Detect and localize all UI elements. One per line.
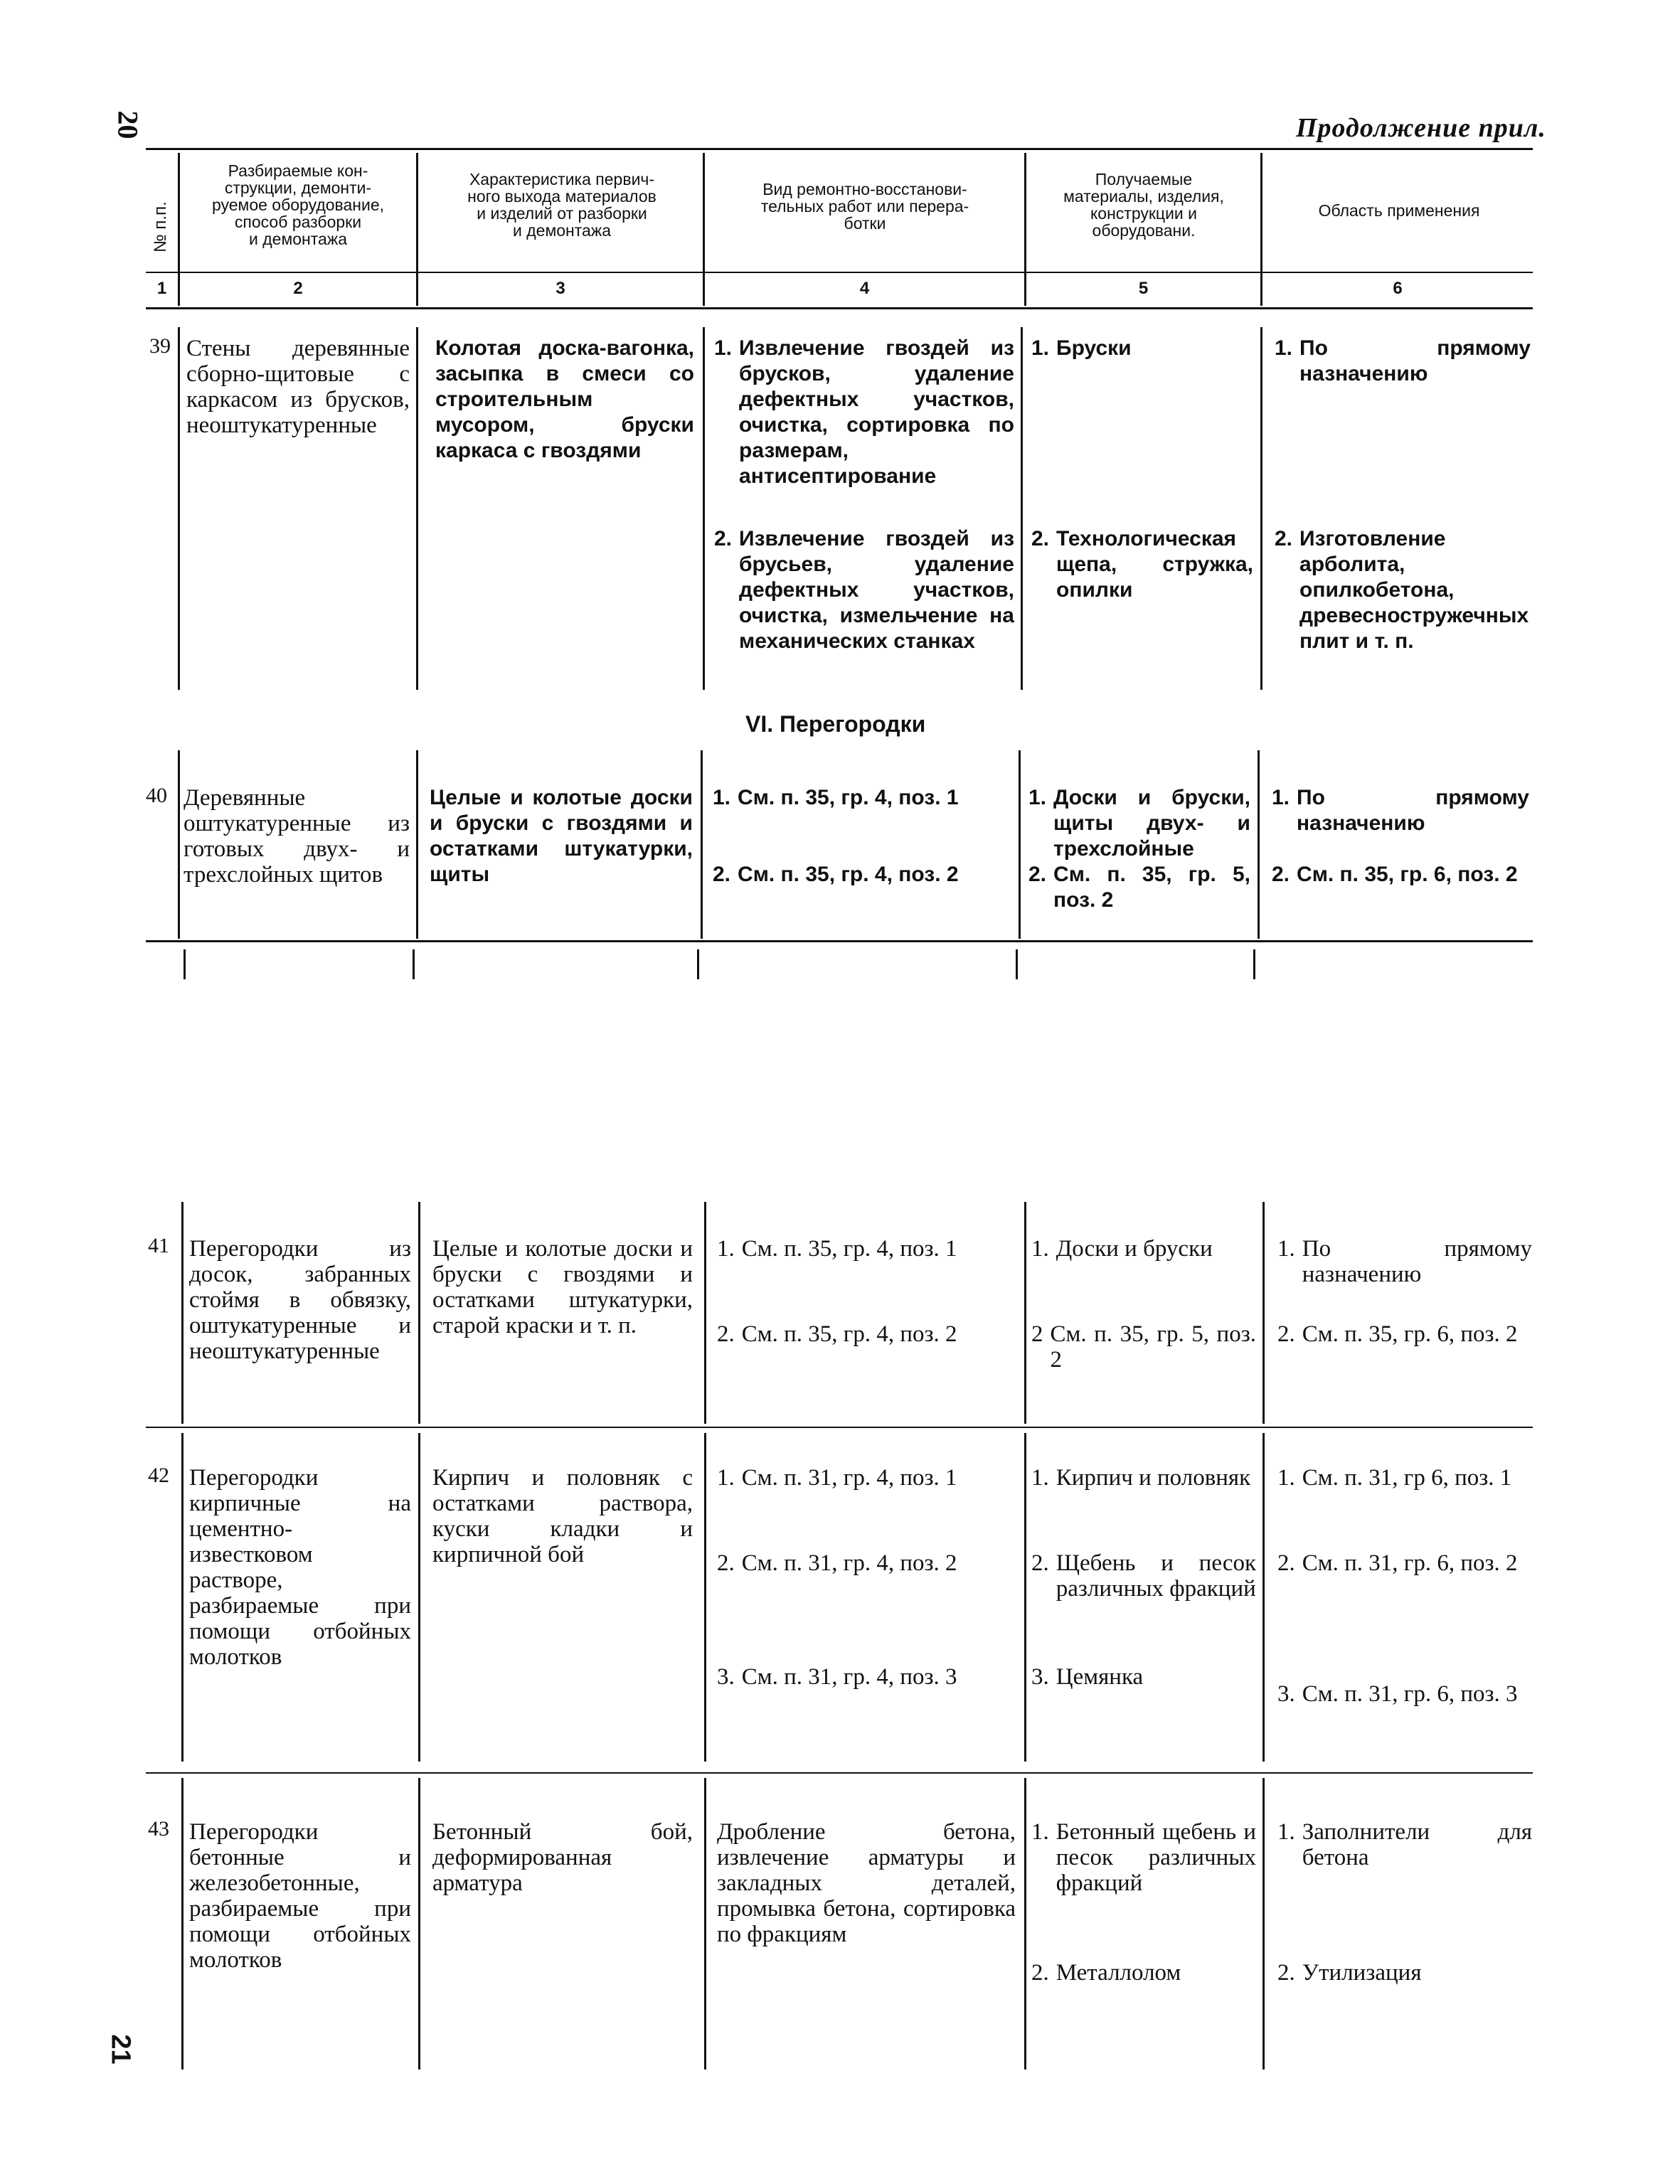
- row43-product-2: 2. Металлолом: [1031, 1960, 1181, 1986]
- header-col-2: Разбираемые кон- струкции, демонти- руемое оборудование, способ разборки и демонтажа: [211, 161, 385, 248]
- row-divider: [178, 750, 180, 939]
- row39-work-2: 2. Извлечение гвоздей из брусьев, удаление дефектных участков, очистка, измельчение на механических станках: [714, 527, 1014, 653]
- colnum-6: 6: [1393, 279, 1403, 298]
- row43-materials: Бетонный бой, деформированная арматура: [432, 1819, 693, 1896]
- colnum-3: 3: [555, 279, 565, 298]
- row40-work-2: 2. См. п. 35, гр. 4, поз. 2: [713, 863, 959, 886]
- row43-product-1: 1. Бетонный щебень и песок различных фракций: [1031, 1819, 1256, 1896]
- row-divider: [181, 1433, 184, 1762]
- row43-work: Дробление бетона, извлечение арматуры и закладных деталей, промывка бетона, сортировка по фракциям: [717, 1819, 1016, 1947]
- row-divider: [1019, 750, 1021, 939]
- row-divider: [418, 1778, 420, 2070]
- row41-work-1: 1. См. п. 35, гр. 4, поз. 1: [717, 1236, 957, 1262]
- row43-construction: Перегородки бетонные и железобетонные, разбираемые при помощи отбойных молотков: [189, 1819, 411, 1973]
- row42-construction: Перегородки кирпичные на цементно-известковом растворе, разбираемые при помощи отбойных молотков: [189, 1465, 411, 1670]
- row42-product-2: 2. Щебень и песок различных фракций: [1031, 1550, 1256, 1602]
- row39-use-2: 2. Изготовление арболита, опилкобетона, древесностружечных плит и т. п.: [1275, 527, 1529, 653]
- header-col-3: Характеристика первич- ного выхода материалов и изделий от разборки и демонтажа: [467, 170, 656, 240]
- header-col-4: Вид ремонтно-восстанови- тельных работ или перера- ботки: [760, 180, 969, 233]
- row-divider: [704, 1778, 706, 2070]
- row-number-43: 43: [148, 1817, 169, 1841]
- row42-product-1: 1. Кирпич и половняк: [1031, 1465, 1251, 1491]
- row-divider: [178, 327, 180, 690]
- row-divider: [704, 1433, 706, 1762]
- header-bottom-rule: [146, 272, 1533, 273]
- row41-product-1: 1. Доски и бруски: [1031, 1236, 1213, 1262]
- row-number-42: 42: [148, 1464, 169, 1487]
- row-number-41: 41: [148, 1234, 169, 1257]
- row-divider: [704, 1202, 706, 1424]
- row-divider: [181, 1778, 184, 2070]
- row-divider: [1024, 1433, 1026, 1762]
- upper-table-bottom-rule: [146, 940, 1533, 942]
- stub-line: [184, 949, 186, 979]
- row41-product-2: 2 См. п. 35, гр. 5, поз. 2: [1031, 1321, 1256, 1373]
- row42-work-3: 3. См. п. 31, гр. 4, поз. 3: [717, 1664, 957, 1690]
- row40-use-2: 2. См. п. 35, гр. 6, поз. 2: [1272, 863, 1518, 886]
- row42-work-2: 2. См. п. 31, гр. 4, поз. 2: [717, 1550, 957, 1576]
- row39-product-1: 1. Бруски: [1031, 336, 1132, 360]
- row39-product-2: 2. Технологическая щепа, стружка, опилки: [1031, 527, 1253, 602]
- colnum-2: 2: [293, 279, 303, 298]
- row41-materials: Целые и колотые доски и бруски с гвоздями и остатками штукатурки, старой краски и т. п.: [432, 1236, 693, 1338]
- row42-use-3: 3. См. п. 31, гр. 6, поз. 3: [1277, 1681, 1518, 1707]
- row-divider: [1262, 1433, 1265, 1762]
- row-divider: [1021, 327, 1023, 690]
- page-number-bottom: 21: [105, 2034, 136, 2065]
- row40-materials: Целые и колотые доски и бруски с гвоздями и остатками штукатурки, щиты: [430, 786, 693, 886]
- stub-line: [697, 949, 699, 979]
- row41-use-2: 2. См. п. 35, гр. 6, поз. 2: [1277, 1321, 1518, 1347]
- row41-bottom-rule: [146, 1427, 1533, 1428]
- row-divider: [1262, 1778, 1265, 2070]
- table-top-rule: [146, 148, 1533, 150]
- section-title: VI. Перегородки: [745, 711, 926, 737]
- header-col-5: Получаемые материалы, изделия, конструкции и оборудовани.: [1063, 170, 1224, 240]
- row42-materials: Кирпич и половняк с остатками раствора, куски кладки и кирпичной бой: [432, 1465, 693, 1567]
- header-col-6: Область применения: [1318, 201, 1480, 220]
- colnum-bottom-rule: [146, 307, 1533, 309]
- row39-materials: Колотая доска-вагонка, засыпка в смеси со строительным мусором, бруски каркаса с гвоздями: [435, 336, 694, 462]
- row41-work-2: 2. См. п. 35, гр. 4, поз. 2: [717, 1321, 957, 1347]
- header-col-no: № п.п.: [151, 201, 170, 252]
- row39-construction: Стены деревянные сборно-щитовые с каркасом из брусков, неоштукатуренные: [186, 336, 410, 438]
- row40-product-1: 1. Доски и бруски, щиты двух- и трехслойные: [1028, 786, 1250, 861]
- row-divider: [703, 327, 705, 690]
- row41-construction: Перегородки из досок, забранных стоймя в обвязку, оштукатуренные и неоштукатуренные: [189, 1236, 411, 1364]
- row-divider: [416, 750, 418, 939]
- row43-use-2: 2. Утилизация: [1277, 1960, 1422, 1986]
- row-divider: [181, 1202, 184, 1424]
- row39-work-1: 1. Извлечение гвоздей из брусков, удаление дефектных участков, очистка, сортировка по размерам, антисептирование: [714, 336, 1014, 488]
- stub-line: [1253, 949, 1255, 979]
- row41-use-1: 1. По прямому назначению: [1277, 1236, 1532, 1287]
- row40-construction: Деревянные оштукатуренные из готовых двух- и трехслойных щитов: [184, 785, 410, 888]
- row42-use-2: 2. См. п. 31, гр. 6, поз. 2: [1277, 1550, 1518, 1576]
- stub-line: [413, 949, 415, 979]
- row42-product-3: 3. Цемянка: [1031, 1664, 1144, 1690]
- row-divider: [1262, 1202, 1265, 1424]
- row-divider: [1258, 750, 1260, 939]
- row-number-39: 39: [149, 334, 171, 358]
- continuation-label: Продолжение прил.: [1296, 113, 1546, 143]
- row42-work-1: 1. См. п. 31, гр. 4, поз. 1: [717, 1465, 957, 1491]
- row42-bottom-rule: [146, 1772, 1533, 1774]
- row-number-40: 40: [146, 784, 167, 807]
- row40-work-1: 1. См. п. 35, гр. 4, поз. 1: [713, 786, 959, 809]
- colnum-4: 4: [859, 279, 870, 298]
- row-divider: [418, 1202, 420, 1424]
- colnum-1: 1: [156, 279, 167, 298]
- stub-line: [1016, 949, 1018, 979]
- row-divider: [1024, 1778, 1026, 2070]
- colnum-5: 5: [1138, 279, 1149, 298]
- row40-product-2: 2. См. п. 35, гр. 5, поз. 2: [1028, 863, 1250, 912]
- row-divider: [1024, 1202, 1026, 1424]
- row-divider: [701, 750, 703, 939]
- row-divider: [416, 327, 418, 690]
- row-divider: [1260, 327, 1262, 690]
- row40-use-1: 1. По прямому назначению: [1272, 786, 1529, 835]
- row43-use-1: 1. Заполнители для бетона: [1277, 1819, 1532, 1870]
- row42-use-1: 1. См. п. 31, гр 6, поз. 1: [1277, 1465, 1512, 1491]
- page-number-top: 20: [112, 110, 144, 139]
- row-divider: [418, 1433, 420, 1762]
- row39-use-1: 1. По прямому назначению: [1275, 336, 1531, 385]
